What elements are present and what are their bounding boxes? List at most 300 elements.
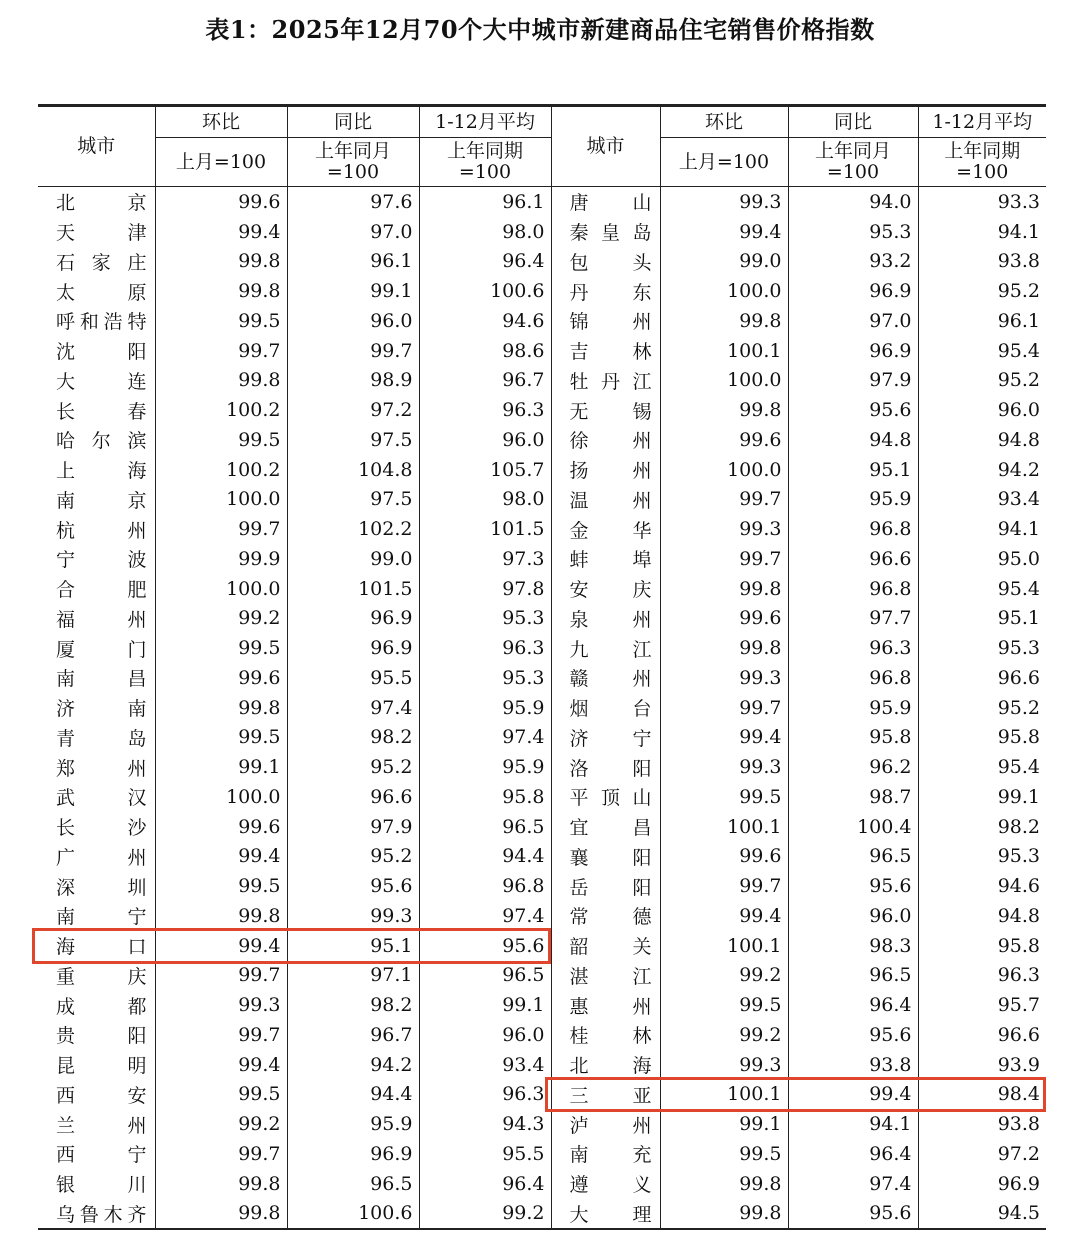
avg-value-cell: 96.3: [918, 961, 1046, 991]
city-name-cell: 洛阳: [551, 752, 660, 782]
yoy-value-cell: 96.9: [788, 276, 918, 306]
table-row: [38, 366, 1046, 396]
mom-value-cell: 99.7: [660, 871, 788, 901]
avg-value-cell: 95.2: [918, 366, 1046, 396]
yoy-value-cell: 96.8: [788, 574, 918, 604]
yoy-value-cell: 96.6: [788, 544, 918, 574]
mom-value-cell: 99.5: [155, 723, 287, 753]
avg-value-cell: 93.9: [918, 1050, 1046, 1080]
mom-value-cell: 99.4: [155, 931, 287, 961]
city-name-cell: 扬州: [551, 455, 660, 485]
mom-value-cell: 99.3: [660, 187, 788, 217]
table-row: [38, 990, 1046, 1020]
mom-value-cell: 99.3: [660, 663, 788, 693]
table-row: [38, 1080, 1046, 1110]
yoy-value-cell: 97.1: [287, 961, 419, 991]
city-name-cell: 赣州: [551, 663, 660, 693]
yoy-value-cell: 96.0: [788, 901, 918, 931]
city-name-cell: 常德: [551, 901, 660, 931]
mom-value-cell: 100.1: [660, 812, 788, 842]
mom-value-cell: 99.6: [155, 812, 287, 842]
mom-value-cell: 99.1: [155, 752, 287, 782]
table-row: [38, 693, 1046, 723]
city-name-cell: 贵阳: [56, 1025, 147, 1048]
avg-value-cell: 93.3: [918, 187, 1046, 217]
mom-value-cell: 99.8: [660, 306, 788, 336]
city-name-cell: 九江: [551, 633, 660, 663]
table-row: [38, 842, 1046, 872]
avg-value-cell: 98.4: [918, 1080, 1046, 1110]
city-name-cell: 丹东: [551, 276, 660, 306]
yoy-value-cell: 95.6: [788, 871, 918, 901]
mom-base-right: [660, 138, 788, 187]
city-name-cell: 安庆: [551, 574, 660, 604]
yoy-value-cell: 96.9: [287, 604, 419, 634]
yoy-value-cell: 95.2: [287, 842, 419, 872]
city-name-cell: 大连: [56, 370, 147, 393]
avg-value-cell: 94.3: [419, 1109, 551, 1139]
avg-value-cell: 96.7: [419, 366, 551, 396]
yoy-base-line1: 上年同月: [814, 140, 891, 162]
avg-value-cell: 96.4: [419, 1169, 551, 1199]
yoy-value-cell: 94.8: [788, 425, 918, 455]
yoy-base-right: [788, 138, 918, 187]
city-name-cell: 无锡: [551, 395, 660, 425]
avg-value-cell: 97.2: [918, 1139, 1046, 1169]
table-row: [38, 1169, 1046, 1199]
mom-value-cell: 99.8: [660, 1199, 788, 1230]
city-name-cell: 金华: [551, 514, 660, 544]
table-row: [38, 1050, 1046, 1080]
mom-value-cell: 99.5: [155, 306, 287, 336]
table-row: [38, 901, 1046, 931]
yoy-value-cell: 99.7: [287, 336, 419, 366]
city-name-cell: 福州: [56, 608, 147, 631]
yoy-value-cell: 95.9: [788, 693, 918, 723]
city-name-cell: 惠州: [551, 990, 660, 1020]
table-row: [38, 1199, 1046, 1230]
mom-value-cell: 100.1: [660, 931, 788, 961]
mom-value-cell: 99.1: [660, 1109, 788, 1139]
mom-value-cell: 99.4: [660, 723, 788, 753]
avg-base-line1: 上年同期: [944, 140, 1021, 162]
table-row: [38, 1139, 1046, 1169]
avg-value-cell: 95.3: [918, 842, 1046, 872]
city-name-cell: 锦州: [551, 306, 660, 336]
city-name-cell: 宁波: [56, 549, 147, 572]
mom-value-cell: 99.7: [660, 693, 788, 723]
yoy-value-cell: 96.5: [287, 1169, 419, 1199]
yoy-value-cell: 97.9: [287, 812, 419, 842]
mom-value-cell: 100.1: [660, 1080, 788, 1110]
table-title: 表1：2025年12月70个大中城市新建商品住宅销售价格指数: [205, 15, 875, 44]
mom-value-cell: 99.2: [660, 1020, 788, 1050]
avg-value-cell: 95.8: [918, 723, 1046, 753]
mom-value-cell: 99.5: [155, 1080, 287, 1110]
mom-value-cell: 99.5: [155, 633, 287, 663]
avg-header-left: 1-12月平均: [419, 106, 551, 138]
avg-value-cell: 94.1: [918, 514, 1046, 544]
yoy-value-cell: 95.6: [287, 871, 419, 901]
mom-value-cell: 99.3: [660, 514, 788, 544]
avg-value-cell: 96.0: [419, 1020, 551, 1050]
city-name-cell: 襄阳: [551, 842, 660, 872]
city-name-cell: 烟台: [551, 693, 660, 723]
city-name-cell: 武汉: [56, 787, 147, 810]
avg-value-cell: 96.0: [918, 395, 1046, 425]
city-name-cell: 韶关: [551, 931, 660, 961]
mom-value-cell: 99.9: [155, 544, 287, 574]
mom-base-left: [155, 138, 287, 187]
city-name-cell: 三亚: [551, 1080, 660, 1110]
avg-value-cell: 95.4: [918, 336, 1046, 366]
table-row: [38, 425, 1046, 455]
mom-value-cell: 99.5: [660, 1139, 788, 1169]
avg-value-cell: 95.8: [918, 931, 1046, 961]
mom-value-cell: 99.8: [155, 693, 287, 723]
city-name-cell: 大理: [551, 1199, 660, 1230]
city-name-cell: 呼和浩特: [56, 311, 147, 334]
avg-value-cell: 96.6: [918, 663, 1046, 693]
city-name-cell: 岳阳: [551, 871, 660, 901]
yoy-value-cell: 97.4: [287, 693, 419, 723]
table-row: [38, 306, 1046, 336]
yoy-value-cell: 95.2: [287, 752, 419, 782]
mom-value-cell: 100.2: [155, 455, 287, 485]
yoy-value-cell: 97.7: [788, 604, 918, 634]
yoy-value-cell: 99.1: [287, 276, 419, 306]
yoy-value-cell: 95.6: [788, 1020, 918, 1050]
city-name-cell: 蚌埠: [551, 544, 660, 574]
yoy-header-right: 同比: [788, 106, 918, 138]
table-row: [38, 871, 1046, 901]
city-name-cell: 桂林: [551, 1020, 660, 1050]
table-row: [38, 812, 1046, 842]
city-name-cell: 长沙: [56, 817, 147, 840]
city-name-cell: 遵义: [551, 1169, 660, 1199]
table-row: [38, 217, 1046, 247]
avg-value-cell: 98.0: [419, 485, 551, 515]
mom-value-cell: 100.0: [660, 455, 788, 485]
avg-value-cell: 96.4: [419, 247, 551, 277]
avg-value-cell: 98.0: [419, 217, 551, 247]
yoy-value-cell: 97.4: [788, 1169, 918, 1199]
city-name-cell: 南昌: [56, 668, 147, 691]
avg-value-cell: 98.2: [918, 812, 1046, 842]
table-row: [38, 455, 1046, 485]
avg-value-cell: 97.4: [419, 723, 551, 753]
mom-value-cell: 99.3: [660, 1050, 788, 1080]
yoy-value-cell: 97.9: [788, 366, 918, 396]
yoy-value-cell: 98.2: [287, 723, 419, 753]
yoy-value-cell: 95.1: [788, 455, 918, 485]
avg-base-line2: =100: [956, 161, 1009, 183]
city-name-cell: 兰州: [56, 1114, 147, 1137]
avg-value-cell: 96.3: [419, 633, 551, 663]
yoy-value-cell: 104.8: [287, 455, 419, 485]
mom-value-cell: 99.4: [155, 1050, 287, 1080]
city-name-cell: 乌鲁木齐: [56, 1203, 147, 1226]
avg-value-cell: 95.7: [918, 990, 1046, 1020]
yoy-value-cell: 98.7: [788, 782, 918, 812]
mom-value-cell: 99.7: [660, 485, 788, 515]
city-name-cell: 太原: [56, 281, 147, 304]
city-name-cell: 南宁: [56, 906, 147, 929]
avg-value-cell: 96.0: [419, 425, 551, 455]
avg-value-cell: 95.1: [918, 604, 1046, 634]
avg-value-cell: 93.8: [918, 1109, 1046, 1139]
yoy-value-cell: 96.8: [788, 514, 918, 544]
city-name-cell: 广州: [56, 846, 147, 869]
mom-value-cell: 99.7: [155, 1020, 287, 1050]
table-row: [38, 395, 1046, 425]
table-row: [38, 247, 1046, 277]
city-name-cell: 青岛: [56, 727, 147, 750]
table-row: [38, 1109, 1046, 1139]
yoy-value-cell: 98.2: [287, 990, 419, 1020]
yoy-value-cell: 95.6: [788, 395, 918, 425]
mom-value-cell: 99.6: [155, 187, 287, 217]
avg-value-cell: 94.6: [918, 871, 1046, 901]
mom-value-cell: 99.2: [155, 604, 287, 634]
yoy-value-cell: 94.0: [788, 187, 918, 217]
mom-value-cell: 99.3: [155, 990, 287, 1020]
yoy-value-cell: 95.3: [788, 217, 918, 247]
mom-value-cell: 99.6: [155, 663, 287, 693]
avg-value-cell: 95.2: [918, 276, 1046, 306]
avg-value-cell: 96.5: [419, 961, 551, 991]
city-name-cell: 湛江: [551, 961, 660, 991]
yoy-value-cell: 100.6: [287, 1199, 419, 1230]
yoy-value-cell: 96.5: [788, 961, 918, 991]
mom-value-cell: 99.6: [660, 425, 788, 455]
yoy-value-cell: 96.3: [788, 633, 918, 663]
yoy-value-cell: 93.8: [788, 1050, 918, 1080]
yoy-header-left: 同比: [287, 106, 419, 138]
yoy-value-cell: 96.5: [788, 842, 918, 872]
table-row: [38, 663, 1046, 693]
city-name-cell: 深圳: [56, 876, 147, 899]
mom-value-cell: 100.0: [155, 574, 287, 604]
mom-value-cell: 99.4: [660, 217, 788, 247]
city-name-cell: 宜昌: [551, 812, 660, 842]
yoy-value-cell: 95.1: [287, 931, 419, 961]
yoy-value-cell: 94.1: [788, 1109, 918, 1139]
avg-value-cell: 96.1: [419, 187, 551, 217]
city-name-cell: 牡丹江: [551, 366, 660, 396]
city-name-cell: 长春: [56, 400, 147, 423]
avg-value-cell: 99.1: [918, 782, 1046, 812]
avg-value-cell: 95.9: [419, 693, 551, 723]
yoy-value-cell: 97.5: [287, 485, 419, 515]
avg-value-cell: 105.7: [419, 455, 551, 485]
mom-header-right: 环比: [660, 106, 788, 138]
city-name-cell: 北京: [56, 192, 147, 215]
city-name-cell: 包头: [551, 247, 660, 277]
city-name-cell: 上海: [56, 460, 147, 483]
city-name-cell: 济宁: [551, 723, 660, 753]
table-row: [38, 187, 1046, 217]
city-name-cell: 厦门: [56, 638, 147, 661]
yoy-value-cell: 96.1: [287, 247, 419, 277]
table-row: [38, 485, 1046, 515]
city-name-cell: 合肥: [56, 579, 147, 602]
avg-base-right: [918, 138, 1046, 187]
city-name-cell: 哈尔滨: [56, 430, 147, 453]
mom-value-cell: 100.0: [155, 782, 287, 812]
table-row: [38, 514, 1046, 544]
city-name-cell: 温州: [551, 485, 660, 515]
avg-value-cell: 94.6: [419, 306, 551, 336]
yoy-value-cell: 94.4: [287, 1080, 419, 1110]
avg-value-cell: 95.3: [918, 633, 1046, 663]
avg-value-cell: 94.8: [918, 425, 1046, 455]
mom-value-cell: 100.0: [660, 366, 788, 396]
table-row: [38, 723, 1046, 753]
yoy-value-cell: 97.6: [287, 187, 419, 217]
avg-value-cell: 95.4: [918, 752, 1046, 782]
yoy-value-cell: 96.2: [788, 752, 918, 782]
city-name-cell: 北海: [551, 1050, 660, 1080]
yoy-value-cell: 95.6: [788, 1199, 918, 1230]
yoy-value-cell: 96.9: [287, 633, 419, 663]
mom-value-cell: 99.8: [155, 1199, 287, 1230]
avg-base-left: [419, 138, 551, 187]
mom-value-cell: 99.6: [660, 604, 788, 634]
mom-value-cell: 99.7: [155, 1139, 287, 1169]
avg-value-cell: 94.2: [918, 455, 1046, 485]
avg-value-cell: 96.5: [419, 812, 551, 842]
mom-header-left: 环比: [155, 106, 287, 138]
yoy-value-cell: 99.4: [788, 1080, 918, 1110]
avg-value-cell: 94.8: [918, 901, 1046, 931]
avg-value-cell: 96.3: [419, 1080, 551, 1110]
table-row: [38, 604, 1046, 634]
avg-value-cell: 95.3: [419, 604, 551, 634]
table-row: [38, 633, 1046, 663]
mom-value-cell: 99.4: [155, 842, 287, 872]
avg-base-line1: 上年同期: [446, 140, 523, 162]
table-row: [38, 574, 1046, 604]
avg-value-cell: 96.9: [918, 1169, 1046, 1199]
mom-value-cell: 99.8: [660, 574, 788, 604]
price-index-table: [38, 104, 1046, 1230]
mom-base-text: 上月=100: [175, 150, 267, 173]
table-row: [38, 752, 1046, 782]
city-name-cell: 石家庄: [56, 251, 147, 274]
mom-value-cell: 99.7: [155, 514, 287, 544]
city-name-cell: 泉州: [551, 604, 660, 634]
yoy-value-cell: 94.2: [287, 1050, 419, 1080]
yoy-value-cell: 96.7: [287, 1020, 419, 1050]
avg-value-cell: 93.4: [419, 1050, 551, 1080]
avg-value-cell: 97.4: [419, 901, 551, 931]
yoy-base-line2: =100: [326, 161, 380, 183]
mom-value-cell: 99.4: [155, 217, 287, 247]
avg-value-cell: 99.1: [419, 990, 551, 1020]
yoy-value-cell: 97.5: [287, 425, 419, 455]
yoy-value-cell: 96.4: [788, 990, 918, 1020]
table-row: [38, 782, 1046, 812]
city-name-cell: 泸州: [551, 1109, 660, 1139]
mom-value-cell: 99.5: [155, 425, 287, 455]
city-name-cell: 杭州: [56, 519, 147, 542]
city-name-cell: 平顶山: [551, 782, 660, 812]
avg-value-cell: 100.6: [419, 276, 551, 306]
avg-value-cell: 95.9: [419, 752, 551, 782]
yoy-value-cell: 101.5: [287, 574, 419, 604]
table-row: [38, 961, 1046, 991]
mom-value-cell: 99.2: [155, 1109, 287, 1139]
yoy-base-left: [287, 138, 419, 187]
yoy-value-cell: 96.6: [287, 782, 419, 812]
yoy-value-cell: 95.5: [287, 663, 419, 693]
yoy-value-cell: 99.3: [287, 901, 419, 931]
yoy-value-cell: 96.0: [287, 306, 419, 336]
yoy-value-cell: 96.4: [788, 1139, 918, 1169]
avg-value-cell: 101.5: [419, 514, 551, 544]
table-row: [38, 931, 1046, 961]
mom-value-cell: 99.2: [660, 961, 788, 991]
city-header-right: 城市: [551, 106, 660, 187]
mom-value-cell: 99.6: [660, 842, 788, 872]
mom-value-cell: 99.5: [660, 990, 788, 1020]
city-name-cell: 天津: [56, 222, 147, 245]
mom-value-cell: 100.0: [660, 276, 788, 306]
avg-value-cell: 94.5: [918, 1199, 1046, 1230]
city-name-cell: 济南: [56, 698, 147, 721]
yoy-value-cell: 93.2: [788, 247, 918, 277]
city-header-left: 城市: [38, 106, 155, 187]
mom-value-cell: 100.1: [660, 336, 788, 366]
avg-value-cell: 95.5: [419, 1139, 551, 1169]
city-name-cell: 海口: [56, 936, 147, 959]
avg-value-cell: 93.4: [918, 485, 1046, 515]
mom-value-cell: 99.8: [155, 901, 287, 931]
mom-value-cell: 99.3: [660, 752, 788, 782]
avg-value-cell: 96.3: [419, 395, 551, 425]
avg-value-cell: 96.8: [419, 871, 551, 901]
city-name-cell: 银川: [56, 1174, 147, 1197]
mom-value-cell: 99.7: [155, 961, 287, 991]
avg-value-cell: 94.1: [918, 217, 1046, 247]
yoy-value-cell: 98.3: [788, 931, 918, 961]
yoy-value-cell: 95.8: [788, 723, 918, 753]
mom-value-cell: 99.8: [660, 395, 788, 425]
avg-value-cell: 95.0: [918, 544, 1046, 574]
city-name-cell: 西宁: [56, 1144, 147, 1167]
yoy-value-cell: 96.8: [788, 663, 918, 693]
avg-base-line2: =100: [458, 161, 512, 183]
table-row: [38, 544, 1046, 574]
avg-header-right: 1-12月平均: [918, 106, 1046, 138]
mom-value-cell: 99.8: [155, 366, 287, 396]
yoy-value-cell: 100.4: [788, 812, 918, 842]
avg-value-cell: 95.4: [918, 574, 1046, 604]
city-name-cell: 徐州: [551, 425, 660, 455]
city-name-cell: 西安: [56, 1084, 147, 1107]
yoy-value-cell: 98.9: [287, 366, 419, 396]
mom-value-cell: 99.0: [660, 247, 788, 277]
mom-value-cell: 99.7: [660, 544, 788, 574]
avg-value-cell: 95.6: [419, 931, 551, 961]
table-row: [38, 1020, 1046, 1050]
yoy-value-cell: 97.0: [287, 217, 419, 247]
mom-value-cell: 99.8: [660, 633, 788, 663]
avg-value-cell: 96.1: [918, 306, 1046, 336]
yoy-base-line2: =100: [826, 161, 880, 183]
avg-value-cell: 95.3: [419, 663, 551, 693]
